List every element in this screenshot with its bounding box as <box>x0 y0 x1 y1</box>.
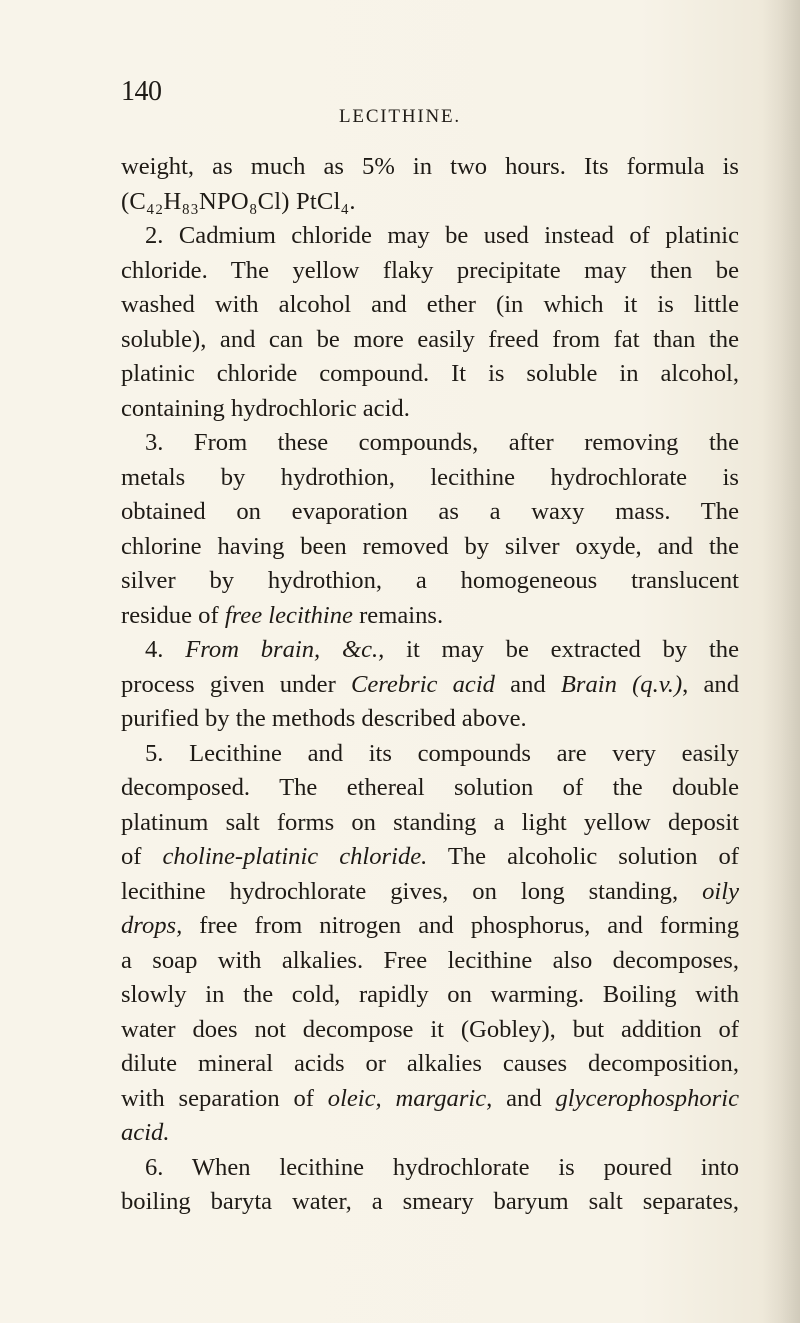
italic-term: choline-platinic chloride. <box>162 843 428 870</box>
text-run: 4. <box>145 636 186 663</box>
italic-term: acid. <box>121 1119 170 1146</box>
text-line <box>121 633 739 668</box>
italic-term: glycerophosphoric <box>555 1084 739 1112</box>
text-line <box>121 599 739 634</box>
text-line: metals by hydrothion, lecithine hydrochlorate is <box>121 463 739 491</box>
italic-term: Brain <box>560 670 617 698</box>
text-line: dilute mineral acids or alkalies causes decomposition, <box>121 1050 739 1077</box>
text-line: weight, as much as 5% in two hours. Its formula is <box>121 153 739 180</box>
text-line <box>121 1116 739 1151</box>
text-line <box>121 875 739 910</box>
text-line: 2. Cadmium chloride may be used instead of platinic <box>145 222 739 249</box>
text-run: of <box>121 843 163 870</box>
running-head: LECITHINE. <box>339 106 461 127</box>
body-text <box>121 150 739 1220</box>
text-run: and <box>494 670 561 698</box>
italic-term: oily <box>702 877 739 905</box>
text-run: lecithine hydrochlorate gives, on long standing, <box>121 877 679 905</box>
text-line: containing hydrochloric acid. <box>121 394 410 422</box>
italic-term: From brain, &c., <box>185 636 385 663</box>
page-number: 140 <box>121 76 162 107</box>
italic-term: (q.v.) <box>632 670 683 698</box>
text-line: silver by hydrothion, a homogeneous translucent <box>121 567 739 594</box>
text-line: purified by the methods described above. <box>121 705 527 732</box>
text-line: 6. When lecithine hydrochlorate is poured into <box>145 1153 739 1181</box>
text-line <box>121 840 739 875</box>
text-run: , and <box>682 670 739 698</box>
text-line: boiling baryta water, a smeary baryum salt separates, <box>121 1188 739 1215</box>
text-line: chlorine having been removed by silver oxyde, and the <box>121 532 739 560</box>
text-line <box>121 668 739 703</box>
italic-term: free lecithine <box>224 601 353 629</box>
text-line: water does not decompose it (Gobley), but addition of <box>121 1015 739 1043</box>
text-line: 3. From these compounds, after removing the <box>145 429 739 456</box>
italic-term: Cerebric acid <box>350 670 495 698</box>
text-line: chloride. The yellow flaky precipitate may then be <box>121 256 739 284</box>
text-line: soluble), and can be more easily freed from fat than the <box>121 325 739 353</box>
page-edge-shadow <box>762 0 800 1323</box>
text-line: slowly in the cold, rapidly on warming. Boiling with <box>121 981 739 1008</box>
text-line: washed with alcohol and ether (in which it is little <box>121 291 739 318</box>
text-run: and <box>492 1084 556 1112</box>
text-line: a soap with alkalies. Free lecithine also decomposes, <box>121 946 739 974</box>
text-run: with separation of <box>121 1084 328 1112</box>
text-run: it may be extracted by the <box>384 636 739 663</box>
italic-term: oleic, margaric, <box>327 1084 493 1112</box>
text-run: free from nitrogen and phosphorus, and forming <box>182 912 739 939</box>
text-run: residue of <box>121 601 225 629</box>
italic-term: drops, <box>121 912 183 939</box>
text-line <box>121 909 739 944</box>
text-run: remains. <box>352 601 444 629</box>
text-line: obtained on evaporation as a waxy mass. The <box>121 498 739 525</box>
text-line: platinum salt forms on standing a light yellow deposit <box>121 808 739 836</box>
text-line <box>121 1082 739 1117</box>
text-line: decomposed. The ethereal solution of the double <box>121 774 739 801</box>
text-line: platinic chloride compound. It is soluble in alcohol, <box>121 360 739 387</box>
text-run: The alcoholic solution of <box>427 843 739 870</box>
text-line: 5. Lecithine and its compounds are very easily <box>145 739 739 767</box>
chemical-formula: (C₄₂H₈₃NPO₈Cl) PtCl₄. <box>121 187 356 215</box>
text-run: process given under <box>121 670 351 698</box>
